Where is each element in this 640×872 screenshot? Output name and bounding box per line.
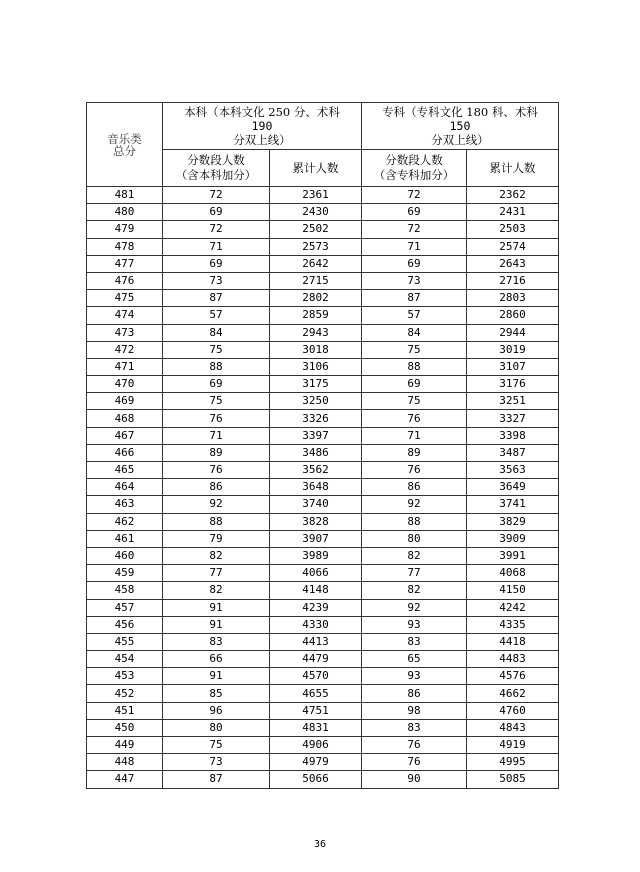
undergraduate-cumulative-cell: 3648 (270, 479, 362, 496)
score-cell: 447 (87, 771, 163, 788)
score-cell: 469 (87, 393, 163, 410)
undergraduate-count-cell: 75 (163, 393, 270, 410)
vocational-cumulative-cell: 3991 (467, 547, 559, 564)
undergraduate-cumulative-cell: 3562 (270, 462, 362, 479)
score-cell: 464 (87, 479, 163, 496)
vocational-cumulative-cell: 4483 (467, 651, 559, 668)
undergraduate-count-cell: 82 (163, 547, 270, 564)
score-cell: 448 (87, 754, 163, 771)
table-row (87, 496, 559, 513)
vocational-count-cell: 93 (362, 616, 467, 633)
vocational-count-cell: 88 (362, 513, 467, 530)
undergraduate-cumulative-cell: 4413 (270, 633, 362, 650)
undergraduate-cumulative-cell: 3106 (270, 358, 362, 375)
vocational-cumulative-cell: 4242 (467, 599, 559, 616)
vocational-cumulative-cell: 3398 (467, 427, 559, 444)
undergraduate-count-cell: 96 (163, 702, 270, 719)
undergraduate-count-cell: 76 (163, 462, 270, 479)
undergraduate-count-cell: 73 (163, 754, 270, 771)
score-cell: 459 (87, 565, 163, 582)
vocational-cumulative-cell: 4843 (467, 719, 559, 736)
undergraduate-cumulative-cell: 3175 (270, 376, 362, 393)
table-row (87, 427, 559, 444)
undergraduate-cumulative-cell: 3907 (270, 530, 362, 547)
undergraduate-cumulative-cell: 3828 (270, 513, 362, 530)
vocational-count-cell: 83 (362, 719, 467, 736)
undergraduate-count-cell: 66 (163, 651, 270, 668)
undergraduate-count-cell: 89 (163, 444, 270, 461)
table-row (87, 393, 559, 410)
vocational-segment-count-header (362, 150, 467, 187)
table-row (87, 444, 559, 461)
score-cell: 473 (87, 324, 163, 341)
vocational-header-line1: 专科（专科文化 180 科、术科 (382, 105, 538, 119)
score-cell: 458 (87, 582, 163, 599)
vocational-count-cell: 73 (362, 272, 467, 289)
undergraduate-cumulative-cell: 2502 (270, 221, 362, 238)
table-row (87, 221, 559, 238)
table-row (87, 376, 559, 393)
undergraduate-cumulative-cell: 4655 (270, 685, 362, 702)
undergraduate-count-cell: 69 (163, 204, 270, 221)
vocational-cumulative-cell: 4335 (467, 616, 559, 633)
vocational-cumulative-cell: 2503 (467, 221, 559, 238)
vocational-count-cell: 77 (362, 565, 467, 582)
vocational-count-cell: 75 (362, 341, 467, 358)
undergraduate-header-line3: 分双上线） (233, 133, 291, 147)
vocational-count-cell: 82 (362, 547, 467, 564)
vocational-count-cell: 88 (362, 358, 467, 375)
table-row (87, 255, 559, 272)
undergraduate-cumulative-cell: 4479 (270, 651, 362, 668)
undergraduate-count-cell: 75 (163, 737, 270, 754)
table-row (87, 462, 559, 479)
vocational-count-cell: 75 (362, 393, 467, 410)
score-cell: 468 (87, 410, 163, 427)
table-row (87, 616, 559, 633)
table-row (87, 513, 559, 530)
score-cell: 456 (87, 616, 163, 633)
table-row (87, 599, 559, 616)
undergraduate-count-cell: 77 (163, 565, 270, 582)
table-row (87, 410, 559, 427)
table-row (87, 702, 559, 719)
table-row (87, 530, 559, 547)
undergraduate-cumulative-cell: 2715 (270, 272, 362, 289)
table-row (87, 290, 559, 307)
undergraduate-cumulative-cell: 3486 (270, 444, 362, 461)
undergraduate-cumulative-cell: 4239 (270, 599, 362, 616)
vocational-cumulative-cell: 4576 (467, 668, 559, 685)
score-cell: 479 (87, 221, 163, 238)
score-cell: 470 (87, 376, 163, 393)
table-row (87, 651, 559, 668)
undergraduate-cumulative-cell: 2430 (270, 204, 362, 221)
score-cell: 452 (87, 685, 163, 702)
undergraduate-count-cell: 85 (163, 685, 270, 702)
vocational-count-cell: 83 (362, 633, 467, 650)
undergraduate-count-cell: 87 (163, 771, 270, 788)
undergraduate-cumulative-cell: 3989 (270, 547, 362, 564)
vocational-cumulative-cell: 2944 (467, 324, 559, 341)
vocational-count-cell: 69 (362, 204, 467, 221)
vocational-cumulative-cell: 3909 (467, 530, 559, 547)
vocational-cumulative-cell: 3829 (467, 513, 559, 530)
vocational-cumulative-cell: 5085 (467, 771, 559, 788)
undergraduate-count-cell: 69 (163, 255, 270, 272)
table-row (87, 238, 559, 255)
vocational-count-cell: 76 (362, 754, 467, 771)
undergraduate-cumulative-cell: 2361 (270, 187, 362, 204)
score-cell: 481 (87, 187, 163, 204)
score-cell: 476 (87, 272, 163, 289)
table-row (87, 324, 559, 341)
table-row (87, 479, 559, 496)
undergraduate-header-line1: 本科（本科文化 250 分、术科 (184, 105, 340, 119)
vocational-cumulative-cell: 3251 (467, 393, 559, 410)
undergraduate-count-cell: 79 (163, 530, 270, 547)
score-cell: 460 (87, 547, 163, 564)
vocational-count-cell: 71 (362, 427, 467, 444)
score-cell: 461 (87, 530, 163, 547)
undergraduate-count-cell: 73 (163, 272, 270, 289)
vocational-cumulative-cell: 4662 (467, 685, 559, 702)
table-row (87, 771, 559, 788)
undergraduate-count-cell: 69 (163, 376, 270, 393)
undergraduate-cumulative-cell: 4570 (270, 668, 362, 685)
vocational-cumulative-cell: 2803 (467, 290, 559, 307)
vocational-cumulative-cell: 4068 (467, 565, 559, 582)
vocational-header-line3: 分双上线） (431, 133, 489, 147)
vocational-group-header (362, 103, 559, 150)
vocational-count-cell: 90 (362, 771, 467, 788)
vocational-cumulative-cell: 4150 (467, 582, 559, 599)
vocational-cumulative-cell: 3019 (467, 341, 559, 358)
vocational-count-cell: 84 (362, 324, 467, 341)
table-row (87, 565, 559, 582)
score-distribution-table (86, 102, 559, 789)
score-cell: 467 (87, 427, 163, 444)
score-cell: 451 (87, 702, 163, 719)
undergraduate-count-cell: 75 (163, 341, 270, 358)
undergraduate-count-cell: 83 (163, 633, 270, 650)
vocational-cumulative-cell: 3107 (467, 358, 559, 375)
vocational-count-cell: 72 (362, 187, 467, 204)
score-cell: 462 (87, 513, 163, 530)
vocational-count-cell: 92 (362, 599, 467, 616)
vocational-count-cell: 65 (362, 651, 467, 668)
vocational-count-cell: 76 (362, 410, 467, 427)
vocational-cumulative-cell: 3563 (467, 462, 559, 479)
undergraduate-cumulative-cell: 2573 (270, 238, 362, 255)
undergraduate-cumulative-cell: 4330 (270, 616, 362, 633)
score-cell: 478 (87, 238, 163, 255)
vocational-cumulative-cell: 2643 (467, 255, 559, 272)
vocational-cumulative-cell: 3741 (467, 496, 559, 513)
vocational-cumulative-cell: 4418 (467, 633, 559, 650)
undergraduate-cumulative-cell: 3740 (270, 496, 362, 513)
undergraduate-cumulative-cell: 2642 (270, 255, 362, 272)
table-body (87, 187, 559, 789)
vocational-cumulative-cell: 2574 (467, 238, 559, 255)
undergraduate-count-cell: 87 (163, 290, 270, 307)
header-row-groups (87, 103, 559, 150)
vocational-count-cell: 71 (362, 238, 467, 255)
undergraduate-count-cell: 71 (163, 238, 270, 255)
undergraduate-count-cell: 92 (163, 496, 270, 513)
vocational-cumulative-cell: 4995 (467, 754, 559, 771)
vocational-cumulative-cell: 3487 (467, 444, 559, 461)
vocational-count-cell: 92 (362, 496, 467, 513)
undergraduate-count-cell: 80 (163, 719, 270, 736)
vocational-count-cell: 86 (362, 685, 467, 702)
score-cell: 457 (87, 599, 163, 616)
undergraduate-count-cell: 91 (163, 616, 270, 633)
score-cell: 453 (87, 668, 163, 685)
undergraduate-cumulative-cell: 4751 (270, 702, 362, 719)
vocational-cumulative-cell: 2431 (467, 204, 559, 221)
vocational-cumulative-cell: 4760 (467, 702, 559, 719)
column-header-line2: （含专科加分） (373, 168, 455, 182)
table-row (87, 668, 559, 685)
undergraduate-count-cell: 91 (163, 599, 270, 616)
vocational-count-cell: 76 (362, 737, 467, 754)
vocational-cumulative-cell: 3327 (467, 410, 559, 427)
table-row (87, 737, 559, 754)
column-header-line1: 累计人数 (292, 160, 339, 175)
vocational-cumulative-cell: 4919 (467, 737, 559, 754)
undergraduate-count-cell: 72 (163, 221, 270, 238)
score-cell: 475 (87, 290, 163, 307)
vocational-cumulative-cell: 2860 (467, 307, 559, 324)
undergraduate-count-cell: 88 (163, 358, 270, 375)
vocational-count-cell: 82 (362, 582, 467, 599)
score-cell: 480 (87, 204, 163, 221)
table-row (87, 341, 559, 358)
undergraduate-cumulative-cell: 4906 (270, 737, 362, 754)
vocational-cumulative-cell: 2716 (467, 272, 559, 289)
vocational-cumulative-cell: 2362 (467, 187, 559, 204)
table-row (87, 633, 559, 650)
score-cell: 474 (87, 307, 163, 324)
table-row (87, 187, 559, 204)
score-cell: 455 (87, 633, 163, 650)
column-header-line2: （含本科加分） (175, 168, 257, 182)
undergraduate-count-cell: 84 (163, 324, 270, 341)
vocational-count-cell: 57 (362, 307, 467, 324)
vocational-count-cell: 86 (362, 479, 467, 496)
vocational-cumulative-header (467, 150, 559, 187)
table-row (87, 547, 559, 564)
vocational-count-cell: 76 (362, 462, 467, 479)
undergraduate-cumulative-cell: 5066 (270, 771, 362, 788)
undergraduate-group-header (163, 103, 362, 150)
undergraduate-cumulative-cell: 2859 (270, 307, 362, 324)
table-row (87, 272, 559, 289)
total-score-header-line2: 总分 (113, 143, 136, 158)
vocational-cumulative-cell: 3176 (467, 376, 559, 393)
score-cell: 449 (87, 737, 163, 754)
undergraduate-cumulative-cell: 4979 (270, 754, 362, 771)
column-header-line1: 累计人数 (489, 160, 536, 175)
undergraduate-cumulative-cell: 3397 (270, 427, 362, 444)
score-cell: 477 (87, 255, 163, 272)
score-cell: 472 (87, 341, 163, 358)
vocational-count-cell: 69 (362, 376, 467, 393)
table-row (87, 307, 559, 324)
table-row (87, 754, 559, 771)
undergraduate-count-cell: 91 (163, 668, 270, 685)
undergraduate-count-cell: 57 (163, 307, 270, 324)
undergraduate-cumulative-cell: 3250 (270, 393, 362, 410)
undergraduate-cumulative-cell: 2943 (270, 324, 362, 341)
column-header-line1: 分数段人数 (187, 153, 245, 167)
vocational-cumulative-cell: 3649 (467, 479, 559, 496)
column-header-line1: 分数段人数 (385, 153, 443, 167)
score-cell: 471 (87, 358, 163, 375)
undergraduate-count-cell: 71 (163, 427, 270, 444)
table-row (87, 358, 559, 375)
undergraduate-count-cell: 76 (163, 410, 270, 427)
undergraduate-count-cell: 88 (163, 513, 270, 530)
vocational-count-cell: 69 (362, 255, 467, 272)
vocational-count-cell: 89 (362, 444, 467, 461)
undergraduate-segment-count-header (163, 150, 270, 187)
score-cell: 454 (87, 651, 163, 668)
vocational-header-line2: 150 (449, 119, 471, 133)
score-cell: 466 (87, 444, 163, 461)
score-cell: 450 (87, 719, 163, 736)
score-cell: 465 (87, 462, 163, 479)
vocational-count-cell: 72 (362, 221, 467, 238)
undergraduate-count-cell: 72 (163, 187, 270, 204)
table-row (87, 204, 559, 221)
score-cell: 463 (87, 496, 163, 513)
undergraduate-header-line2: 190 (251, 119, 273, 133)
vocational-count-cell: 93 (362, 668, 467, 685)
vocational-count-cell: 80 (362, 530, 467, 547)
undergraduate-cumulative-cell: 3326 (270, 410, 362, 427)
total-score-header (87, 103, 163, 187)
undergraduate-count-cell: 86 (163, 479, 270, 496)
table-row (87, 582, 559, 599)
undergraduate-cumulative-cell: 4148 (270, 582, 362, 599)
vocational-count-cell: 87 (362, 290, 467, 307)
page-number: 36 (313, 839, 327, 850)
undergraduate-count-cell: 82 (163, 582, 270, 599)
undergraduate-cumulative-cell: 3018 (270, 341, 362, 358)
table-row (87, 719, 559, 736)
undergraduate-cumulative-cell: 4831 (270, 719, 362, 736)
table-row (87, 685, 559, 702)
undergraduate-cumulative-cell: 4066 (270, 565, 362, 582)
vocational-count-cell: 98 (362, 702, 467, 719)
undergraduate-cumulative-header (270, 150, 362, 187)
total-score-header-line1: 音乐类 (107, 131, 142, 146)
undergraduate-cumulative-cell: 2802 (270, 290, 362, 307)
